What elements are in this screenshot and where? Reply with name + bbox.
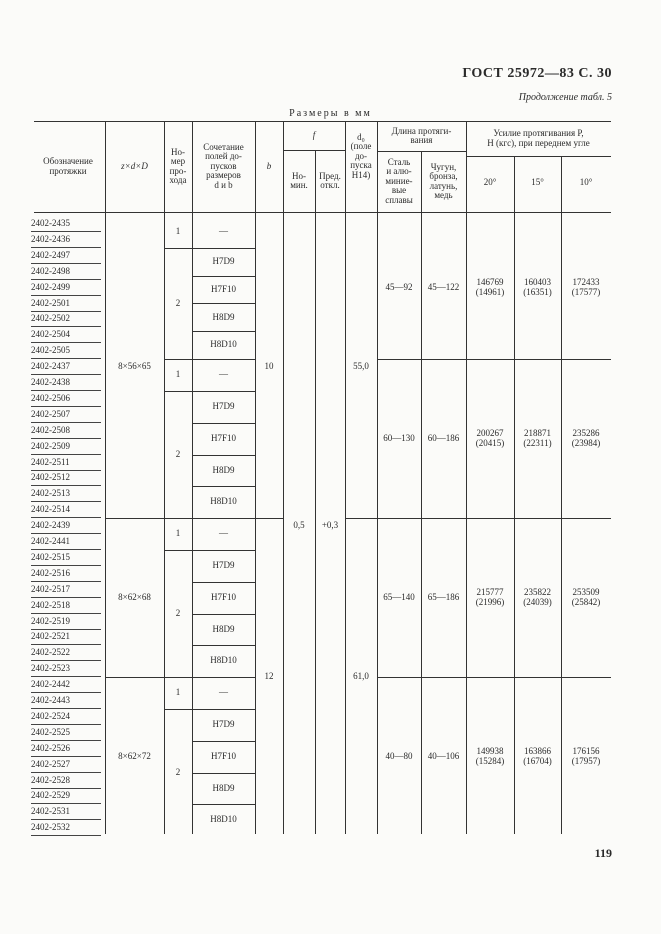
designation-code: 2402-2527 bbox=[31, 757, 101, 773]
fit-code: H7F10 bbox=[210, 750, 236, 761]
dims-value: 8×62×72 bbox=[118, 750, 151, 761]
header-length: Длина протяги- вания bbox=[391, 125, 452, 145]
designation-code: 2402-2509 bbox=[31, 439, 101, 455]
length-steel-value: 65—140 bbox=[383, 591, 415, 602]
f-nominal-value: 0,5 bbox=[293, 520, 305, 531]
designation-code: 2402-2438 bbox=[31, 375, 101, 391]
header-angle-10: 10° bbox=[579, 177, 593, 188]
designation-code: 2402-2511 bbox=[31, 455, 101, 471]
designation-code: 2402-2519 bbox=[31, 614, 101, 630]
designation-code: 2402-2526 bbox=[31, 741, 101, 757]
designation-code: 2402-2522 bbox=[31, 645, 101, 661]
fit-code: H8D9 bbox=[212, 623, 235, 634]
designation-code: 2402-2525 bbox=[31, 725, 101, 741]
designation-code: 2402-2528 bbox=[31, 773, 101, 789]
header-d0: d₀ (поле до- пуска H14) bbox=[350, 131, 372, 180]
designation-code: 2402-2437 bbox=[31, 359, 101, 375]
length-iron-value: 60—186 bbox=[427, 432, 460, 443]
fit-code: H7D9 bbox=[212, 719, 235, 730]
designation-code: 2402-2507 bbox=[31, 407, 101, 423]
fit-none: — bbox=[219, 528, 228, 539]
table-continuation-label: Продолжение табл. 5 bbox=[518, 92, 612, 103]
fit-code: H8D10 bbox=[210, 814, 237, 825]
header-bottom-rule bbox=[34, 212, 611, 213]
force-10-value: 176156 (17957) bbox=[571, 746, 601, 766]
designation-code: 2402-2517 bbox=[31, 582, 101, 598]
sizes-note: Размеры в мм bbox=[289, 108, 372, 119]
dims-value: 8×56×65 bbox=[118, 361, 151, 372]
header-pass-number: Но- мер про- хода bbox=[169, 146, 187, 185]
header-fit: Сочетание полей до- пусков размеров d и b bbox=[203, 141, 244, 190]
designation-code: 2402-2502 bbox=[31, 311, 101, 327]
designation-code: 2402-2532 bbox=[31, 820, 101, 836]
force-10-value: 235286 (23984) bbox=[571, 428, 601, 448]
length-iron-value: 40—106 bbox=[427, 750, 460, 761]
dims-value: 8×62×68 bbox=[118, 591, 151, 602]
pass-number: 1 bbox=[175, 687, 181, 698]
pass-number: 1 bbox=[175, 528, 181, 539]
length-iron-value: 65—186 bbox=[427, 591, 460, 602]
designation-code: 2402-2523 bbox=[31, 661, 101, 677]
header-angle-15: 15° bbox=[531, 177, 544, 188]
force-10-value: 172433 (17577) bbox=[571, 277, 601, 297]
fit-code: H7D9 bbox=[212, 255, 235, 266]
header-f-deviation: Пред. откл. bbox=[319, 170, 341, 190]
b-value: 10 bbox=[264, 361, 274, 372]
force-10-value: 253509 (25842) bbox=[571, 587, 601, 607]
d0-value: 55,0 bbox=[353, 361, 369, 372]
length-steel-value: 45—92 bbox=[385, 281, 413, 292]
document-title: ГОСТ 25972—83 С. 30 bbox=[462, 66, 612, 81]
designation-code: 2402-2497 bbox=[31, 248, 101, 264]
designation-code: 2402-2441 bbox=[31, 534, 101, 550]
designation-code: 2402-2498 bbox=[31, 264, 101, 280]
fit-code: H8D9 bbox=[212, 311, 235, 322]
fit-code: H7D9 bbox=[212, 401, 235, 412]
header-f: f bbox=[312, 130, 316, 141]
fit-code: H7F10 bbox=[210, 432, 236, 443]
pass-number: 2 bbox=[175, 766, 181, 777]
force-15-value: 218871 (22311) bbox=[523, 428, 552, 448]
pass-number: 2 bbox=[175, 607, 181, 618]
pass-number: 1 bbox=[175, 369, 181, 380]
length-iron-value: 45—122 bbox=[427, 281, 460, 292]
header-f-nominal: Но- мин. bbox=[290, 170, 308, 190]
fit-code: H8D10 bbox=[210, 339, 237, 350]
designation-code: 2402-2516 bbox=[31, 566, 101, 582]
force-20-value: 149938 (15284) bbox=[475, 746, 505, 766]
header-b: b bbox=[266, 160, 272, 171]
force-20-value: 215777 (21996) bbox=[475, 587, 505, 607]
fit-none: — bbox=[219, 687, 228, 698]
designation-code: 2402-2506 bbox=[31, 391, 101, 407]
fit-code: H8D10 bbox=[210, 655, 237, 666]
fit-code: H8D10 bbox=[210, 496, 237, 507]
header-dims: z×d×D bbox=[121, 160, 148, 171]
pass-number: 2 bbox=[175, 448, 181, 459]
designation-code: 2402-2435 bbox=[31, 216, 101, 232]
designation-code: 2402-2512 bbox=[31, 470, 101, 486]
designation-code: 2402-2518 bbox=[31, 598, 101, 614]
designation-code: 2402-2443 bbox=[31, 693, 101, 709]
header-force: Усилие протягивания P, Н (кгс), при переднем угле bbox=[487, 128, 590, 148]
designation-code: 2402-2508 bbox=[31, 423, 101, 439]
force-15-value: 160403 (16351) bbox=[523, 277, 552, 297]
designation-code: 2402-2501 bbox=[31, 296, 101, 312]
designation-code: 2402-2439 bbox=[31, 518, 101, 534]
fit-code: H7F10 bbox=[210, 591, 236, 602]
designation-code: 2402-2505 bbox=[31, 343, 101, 359]
pass-number: 2 bbox=[175, 297, 181, 308]
designation-code: 2402-2521 bbox=[31, 629, 101, 645]
header-designation: Обозначение протяжки bbox=[43, 156, 93, 176]
designation-code: 2402-2515 bbox=[31, 550, 101, 566]
force-20-value: 200267 (20415) bbox=[475, 428, 505, 448]
designation-code: 2402-2499 bbox=[31, 280, 101, 296]
pass-number: 1 bbox=[175, 226, 181, 237]
fit-code: H7F10 bbox=[210, 283, 236, 294]
designation-code: 2402-2504 bbox=[31, 327, 101, 343]
force-15-value: 235822 (24039) bbox=[523, 587, 552, 607]
force-20-value: 146769 (14961) bbox=[475, 277, 505, 297]
fit-none: — bbox=[219, 226, 228, 237]
fit-code: H8D9 bbox=[212, 464, 235, 475]
fit-code: H7D9 bbox=[212, 560, 235, 571]
header-angle-20: 20° bbox=[483, 177, 497, 188]
page-number: 119 bbox=[594, 846, 612, 860]
designation-code: 2402-2531 bbox=[31, 804, 101, 820]
designation-code: 2402-2436 bbox=[31, 232, 101, 248]
header-length-steel: Сталь и алю- миние- вые сплавы bbox=[385, 156, 413, 205]
b-value: 12 bbox=[264, 671, 274, 682]
d0-value: 61,0 bbox=[353, 671, 369, 682]
f-deviation-value: +0,3 bbox=[321, 520, 339, 531]
fit-code: H8D9 bbox=[212, 782, 235, 793]
designation-code: 2402-2513 bbox=[31, 486, 101, 502]
header-length-iron: Чугун, бронза, латунь, медь bbox=[429, 161, 458, 200]
fit-none: — bbox=[219, 369, 228, 380]
length-steel-value: 60—130 bbox=[383, 432, 415, 443]
designation-code: 2402-2442 bbox=[31, 677, 101, 693]
designation-code: 2402-2514 bbox=[31, 502, 101, 518]
length-steel-value: 40—80 bbox=[385, 750, 413, 761]
force-15-value: 163866 (16704) bbox=[523, 746, 552, 766]
designation-code: 2402-2524 bbox=[31, 709, 101, 725]
designation-code: 2402-2529 bbox=[31, 788, 101, 804]
